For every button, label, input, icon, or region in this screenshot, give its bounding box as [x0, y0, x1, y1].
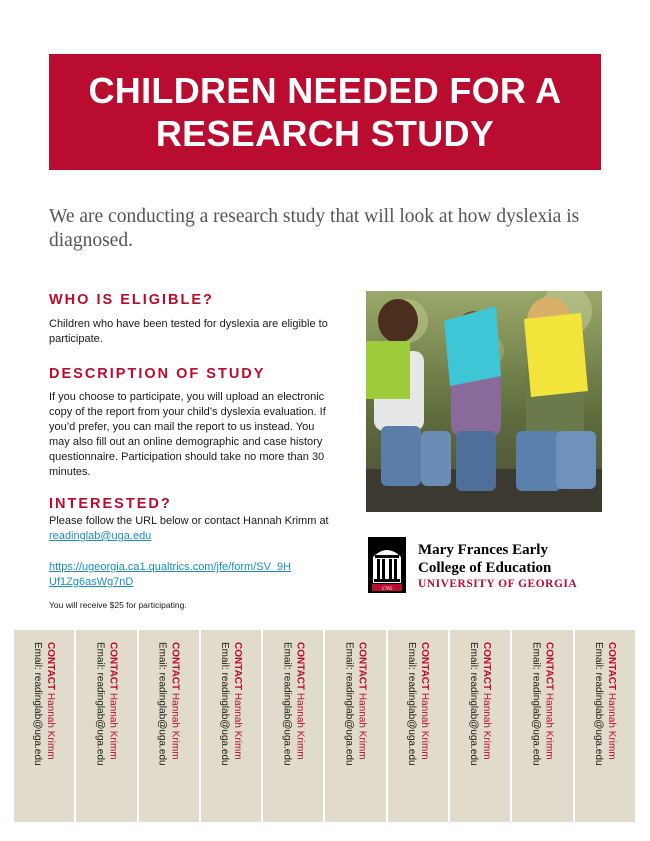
title-banner — [49, 54, 601, 170]
compensation-text: You will receive $25 for participating. — [49, 600, 187, 610]
page-title — [89, 69, 562, 155]
tab-contact-label: CONTACT — [294, 642, 306, 691]
tab-email: Email: readinglab@uga.edu — [32, 642, 44, 766]
tab-text — [218, 642, 244, 766]
description-text: If you choose to participate, you will upload an electronic copy of the report from your child’s dyslexia evaluation. If you’d prefer, you can mail the report to us instead. You may also fill out an online demographic and case history questionnaire. Participation should take no more than 30 minutes. — [49, 391, 326, 478]
survey-url — [49, 560, 331, 590]
tab-contact-label: CONTACT — [169, 642, 181, 691]
tab-contact-name: Hannah Krimm — [232, 692, 244, 760]
tear-off-tabs — [14, 630, 635, 822]
tab-text — [280, 642, 306, 766]
tab-contact-name: Hannah Krimm — [543, 692, 555, 760]
tear-off-tab[interactable] — [575, 630, 635, 822]
eligible-heading: WHO IS ELIGIBLE? — [49, 292, 214, 308]
survey-link-line-2[interactable]: Uf1Zg6asWg7nD — [49, 576, 134, 588]
tab-contact-label: CONTACT — [232, 642, 244, 691]
tab-contact-name: Hannah Krimm — [169, 692, 181, 760]
tab-email: Email: readinglab@uga.edu — [530, 642, 542, 766]
tab-text — [530, 642, 556, 766]
tab-email: Email: readinglab@uga.edu — [343, 642, 355, 766]
tear-off-tab[interactable] — [139, 630, 201, 822]
tab-text — [467, 642, 493, 766]
tab-contact-name: Hannah Krimm — [356, 692, 368, 760]
arch-icon — [368, 537, 406, 593]
tab-contact-name: Hannah Krimm — [294, 692, 306, 760]
tear-off-tab[interactable] — [450, 630, 512, 822]
title-line-2: RESEARCH STUDY — [155, 113, 495, 154]
tab-contact-name: Hannah Krimm — [45, 692, 57, 760]
tab-email: Email: readinglab@uga.edu — [281, 642, 293, 766]
logo-line-1: Mary Frances Early — [418, 542, 548, 558]
tab-text — [343, 642, 369, 766]
tear-off-tab[interactable] — [263, 630, 325, 822]
tab-contact-label: CONTACT — [605, 642, 617, 691]
tab-contact-name: Hannah Krimm — [605, 692, 617, 760]
tab-contact-label: CONTACT — [418, 642, 430, 691]
logo-year: 1785 — [381, 586, 393, 592]
tab-contact-name: Hannah Krimm — [418, 692, 430, 760]
tear-off-tab[interactable] — [325, 630, 387, 822]
uga-coe-logo — [368, 537, 608, 593]
tab-contact-label: CONTACT — [481, 642, 493, 691]
survey-link-line-1[interactable]: https://ugeorgia.ca1.qualtrics.com/jfe/form/SV_9H — [49, 561, 292, 573]
tab-email: Email: readinglab@uga.edu — [468, 642, 480, 766]
tab-contact-label: CONTACT — [45, 642, 57, 691]
tab-email: Email: readinglab@uga.edu — [219, 642, 231, 766]
tab-email: Email: readinglab@uga.edu — [156, 642, 168, 766]
tab-email: Email: readinglab@uga.edu — [405, 642, 417, 766]
logo-text — [418, 541, 577, 592]
tab-text — [405, 642, 431, 766]
email-link[interactable]: readinglab@uga.edu — [49, 530, 152, 542]
tab-contact-name: Hannah Krimm — [481, 692, 493, 760]
tear-off-tab[interactable] — [512, 630, 574, 822]
eligible-text: Children who have been tested for dyslexia are eligible to participate. — [49, 318, 328, 345]
tear-off-tab[interactable] — [201, 630, 263, 822]
interested-heading: INTERESTED? — [49, 496, 172, 512]
tab-text — [93, 642, 119, 766]
tab-text — [31, 642, 57, 766]
tear-off-tab[interactable] — [388, 630, 450, 822]
tab-email: Email: readinglab@uga.edu — [94, 642, 106, 766]
title-line-1: CHILDREN NEEDED FOR A — [88, 70, 562, 111]
logo-line-3: UNIVERSITY OF GEORGIA — [418, 578, 578, 590]
logo-line-2: College of Education — [418, 560, 552, 576]
tab-contact-label: CONTACT — [107, 642, 119, 691]
interested-text — [49, 514, 331, 544]
tab-contact-name: Hannah Krimm — [107, 692, 119, 760]
tear-off-tab[interactable] — [76, 630, 138, 822]
children-reading-photo — [366, 291, 602, 512]
tear-off-tab[interactable] — [14, 630, 76, 822]
tab-contact-label: CONTACT — [356, 642, 368, 691]
tab-email: Email: readinglab@uga.edu — [592, 642, 604, 766]
interested-text-body: Please follow the URL below or contact Hannah Krimm at — [49, 515, 329, 527]
description-heading: DESCRIPTION OF STUDY — [49, 366, 266, 382]
intro-text: We are conducting a research study that will look at how dyslexia is diagnosed. — [49, 206, 580, 251]
tab-contact-label: CONTACT — [543, 642, 555, 691]
tab-text — [156, 642, 182, 766]
tab-text — [592, 642, 618, 766]
